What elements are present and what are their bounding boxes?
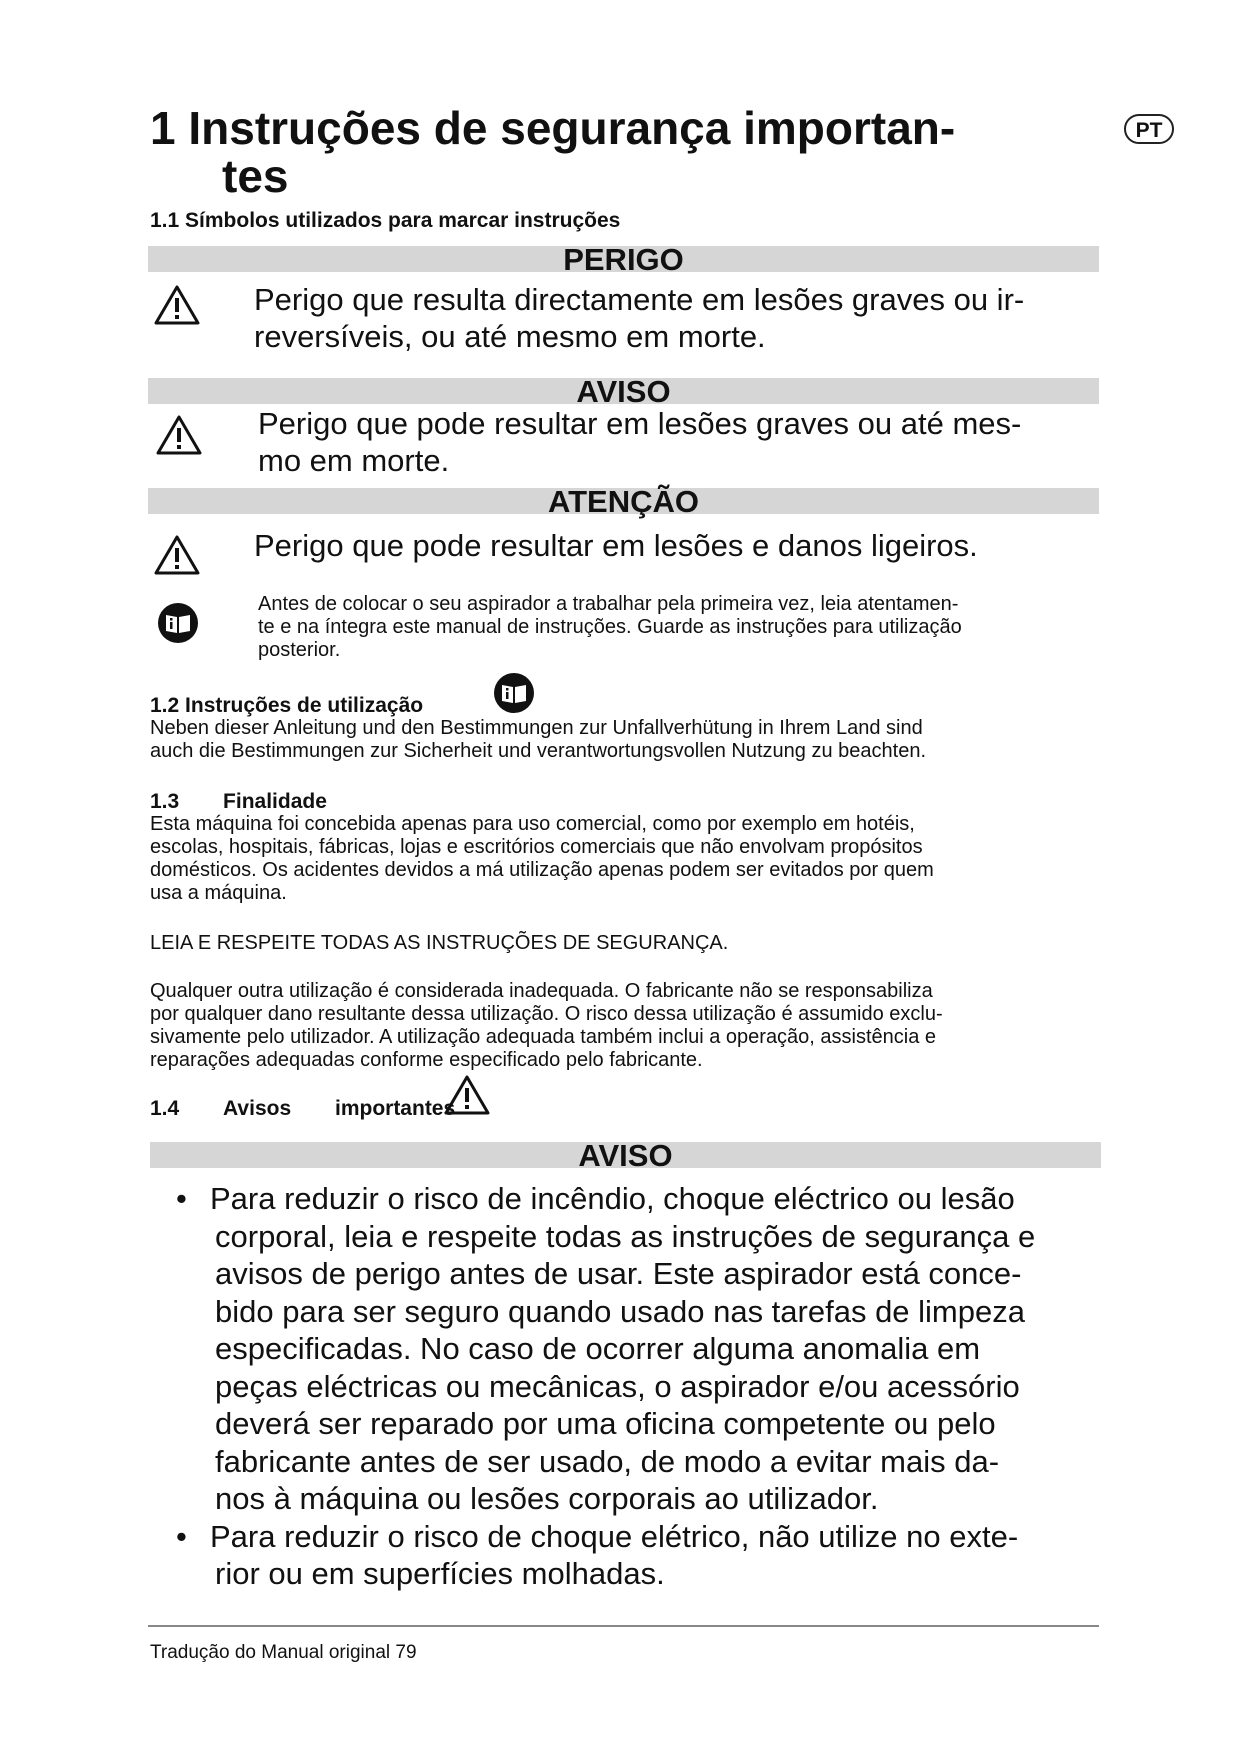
- aviso-band: [148, 374, 1099, 409]
- para1-line3: domésticos. Os acidentes devidos a má utilização apenas podem ser evitados por quem: [150, 859, 934, 881]
- para1-line4: usa a máquina.: [150, 882, 287, 904]
- language-badge: PT: [1124, 114, 1174, 144]
- manual-note-line2: te e na íntegra este manual de instruções. Guarde as instruções para utilização: [258, 616, 962, 638]
- section-1-3-para2: LEIA E RESPEITE TODAS AS INSTRUÇÕES DE SEGURANÇA.: [150, 932, 729, 954]
- bullet1-line: nos à máquina ou lesões corporais ao utilizador.: [215, 1481, 879, 1516]
- para1-line2: escolas, hospitais, fábricas, lojas e escritórios comerciais que não envolvam propósitos: [150, 836, 923, 858]
- section-1-4-number: 1.4: [150, 1097, 180, 1120]
- bullet1-line: avisos de perigo antes de usar. Este aspirador está conce-: [215, 1256, 1022, 1291]
- atencao-label: ATENÇÃO: [548, 484, 699, 519]
- footer-divider: [148, 1625, 1099, 1627]
- para1-line1: Esta máquina foi concebida apenas para uso comercial, como por exemplo em hotéis,: [150, 813, 915, 835]
- section-1-3-para3: [150, 980, 943, 1072]
- read-manual-icon: [157, 602, 199, 644]
- aviso-text-line1: Perigo que pode resultar em lesões graves ou até mes-: [258, 406, 1022, 441]
- aviso-label: AVISO: [576, 374, 671, 409]
- warning-triangle-icon: [156, 414, 202, 456]
- bullet1-line: deverá ser reparado por uma oficina competente ou pelo: [215, 1406, 996, 1441]
- warnings-list: [176, 1180, 1116, 1593]
- warning-triangle-icon: [154, 534, 200, 576]
- section-1-3-para1: [150, 813, 934, 905]
- bullet-dot: •: [176, 1518, 187, 1554]
- section-1-2-heading: 1.2 Instruções de utilização: [150, 694, 424, 717]
- bullet1-line: corporal, leia e respeite todas as instruções de segurança e: [215, 1218, 1036, 1254]
- para3-line1: Qualquer outra utilização é considerada inadequada. O fabricante não se responsabiliza: [150, 980, 933, 1002]
- list-item: [176, 1518, 1116, 1593]
- warning-triangle-icon: [444, 1074, 490, 1116]
- atencao-text: Perigo que pode resultar em lesões e danos ligeiros.: [254, 528, 978, 563]
- section-1-4-word2: importantes: [334, 1097, 456, 1120]
- list-item: [176, 1180, 1116, 1518]
- bullet1-line: peças eléctricas ou mecânicas, o aspirador e/ou acessório: [215, 1368, 1020, 1404]
- perigo-band: [148, 242, 1099, 277]
- manual-note-line3: posterior.: [258, 639, 341, 661]
- section-1-2-line1: Neben dieser Anleitung und den Bestimmungen zur Unfallverhütung in Ihrem Land sind: [150, 717, 923, 739]
- bullet2-line: rior ou em superfícies molhadas.: [215, 1556, 665, 1591]
- section-1-2-line2: auch die Bestimmungen zur Sicherheit und verantwortungsvollen Nutzung zu beachten.: [150, 740, 927, 762]
- bullet1-line: fabricante antes de ser usado, de modo a evitar mais da-: [215, 1443, 1000, 1479]
- bullet1-line: Para reduzir o risco de incêndio, choque eléctrico ou lesão: [210, 1181, 1015, 1216]
- para3-line2: por qualquer dano resultante dessa utilização. O risco dessa utilização é assumido exclu-: [150, 1003, 943, 1025]
- section-1-3-number: 1.3: [150, 790, 180, 813]
- manual-note: [258, 593, 962, 662]
- perigo-text-line2: reversíveis, ou até mesmo em morte.: [254, 319, 766, 354]
- footer-text: Tradução do Manual original 79: [150, 1642, 417, 1663]
- bullet2-line: Para reduzir o risco de choque elétrico, não utilize no exte-: [210, 1518, 1019, 1554]
- perigo-text-line1: Perigo que resulta directamente em lesões graves ou ir-: [254, 282, 1025, 317]
- section-1-4-heading: [150, 1097, 455, 1121]
- aviso-text-line2: mo em morte.: [258, 443, 450, 478]
- page-title-line2: tes: [222, 150, 289, 202]
- bullet-dot: •: [176, 1181, 187, 1216]
- aviso-label-2: AVISO: [578, 1138, 673, 1173]
- atencao-band: [148, 484, 1099, 519]
- warning-triangle-icon: [154, 284, 200, 326]
- manual-note-line1: Antes de colocar o seu aspirador a trabalhar pela primeira vez, leia atentamen-: [258, 593, 959, 615]
- bullet1-line: bido para ser seguro quando usado nas tarefas de limpeza: [215, 1293, 1025, 1329]
- page-title-line1: 1 Instruções de segurança importan-: [150, 102, 956, 154]
- aviso-band-2: [150, 1138, 1101, 1173]
- aviso-text: [258, 405, 1021, 479]
- para3-line3: sivamente pelo utilizador. A utilização adequada também inclui a operação, assistência e: [150, 1026, 937, 1048]
- page-title: [150, 104, 955, 200]
- section-1-3-title: Finalidade: [223, 790, 327, 813]
- para3-line4: reparações adequadas conforme especificado pelo fabricante.: [150, 1049, 703, 1071]
- section-1-4-word1: Avisos: [223, 1097, 292, 1120]
- bullet1-line: especificadas. No caso de ocorrer alguma anomalia em: [215, 1331, 981, 1366]
- section-1-2-body: [150, 717, 926, 763]
- section-1-3-heading: [150, 790, 327, 814]
- perigo-label: PERIGO: [563, 242, 684, 277]
- perigo-text: [254, 281, 1024, 355]
- read-manual-icon: [493, 672, 535, 714]
- section-1-1-heading: 1.1 Símbolos utilizados para marcar instruções: [150, 209, 621, 232]
